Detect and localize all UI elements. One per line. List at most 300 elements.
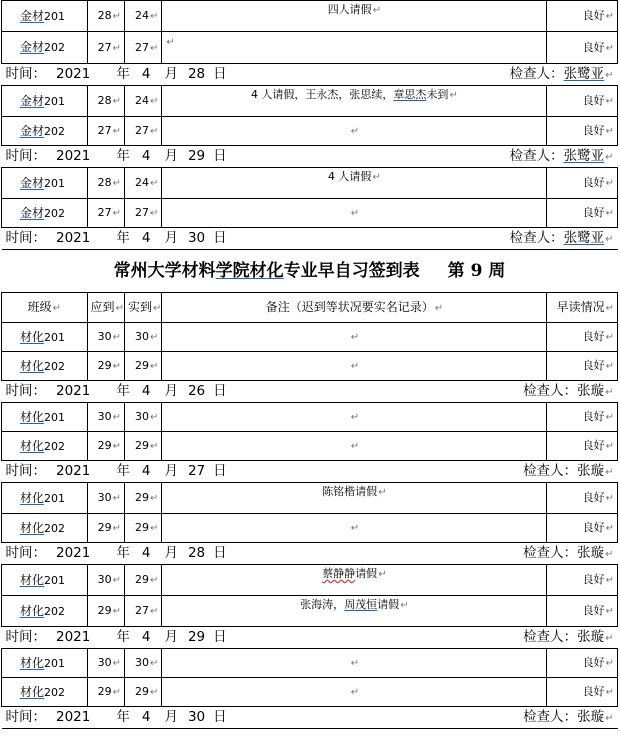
return-mark: ↵	[112, 126, 121, 137]
sheet-title-underlined: 学院材化	[215, 260, 284, 281]
return-mark: ↵	[605, 96, 614, 107]
expected-count	[87, 514, 124, 543]
class-number: 201	[44, 9, 66, 23]
return-mark: ↵	[150, 493, 159, 504]
class-name: 金材	[20, 8, 45, 23]
actual-count	[124, 483, 161, 514]
class-cell	[2, 323, 88, 352]
return-mark: ↵	[605, 178, 614, 189]
status-cell	[547, 323, 618, 352]
class-number: 202	[44, 439, 66, 453]
note-cell	[162, 32, 547, 64]
sheet-week: 第 9 周	[447, 260, 506, 281]
expected-count	[87, 32, 124, 64]
date-line	[5, 708, 227, 725]
class-number: 202	[44, 359, 66, 373]
expected-count	[87, 117, 124, 146]
return-mark: ↵	[605, 361, 614, 372]
date-day-unit: 日	[213, 628, 227, 645]
inspector-name: 张鹭亚	[563, 229, 605, 246]
header-note	[162, 293, 547, 323]
note-name-flagged: 蔡静静	[322, 567, 356, 580]
note-cell	[162, 117, 547, 146]
note-text-tail: 请假	[355, 567, 378, 580]
date-month-unit: 月	[164, 628, 178, 645]
actual-count	[124, 168, 161, 199]
sheet-title	[2, 250, 618, 293]
status-value: 良好	[582, 656, 605, 669]
date-line	[5, 544, 227, 561]
date-month-unit: 月	[164, 382, 178, 399]
return-mark: ↵	[605, 233, 614, 245]
return-mark: ↵	[112, 208, 121, 219]
actual-value: 29	[135, 685, 149, 698]
actual-value: 29	[135, 491, 149, 504]
header-status-text: 早读情况	[556, 299, 605, 314]
return-mark: ↵	[400, 600, 409, 611]
return-mark: ↵	[150, 687, 159, 698]
return-mark: ↵	[112, 178, 121, 189]
status-value: 良好	[582, 439, 605, 452]
note-cell	[162, 514, 547, 543]
actual-count	[124, 649, 161, 678]
return-mark: ↵	[112, 42, 121, 54]
return-mark: ↵	[350, 523, 360, 534]
expected-count	[87, 86, 124, 117]
expected-value: 28	[97, 176, 112, 189]
return-mark: ↵	[150, 523, 159, 534]
class-name: 材化	[20, 603, 45, 618]
date-row	[2, 64, 618, 86]
return-mark: ↵	[350, 208, 360, 219]
status-value: 良好	[582, 573, 605, 586]
table-row	[2, 323, 618, 352]
return-mark: ↵	[152, 302, 162, 314]
sheet-title-text: 常州大学材料	[113, 260, 216, 281]
status-cell	[547, 403, 618, 432]
date-year-unit: 年	[116, 462, 130, 479]
return-mark: ↵	[150, 126, 159, 137]
note-cell	[162, 352, 547, 381]
date-inspector-line	[2, 707, 618, 729]
return-mark: ↵	[605, 575, 614, 586]
inspector-line	[523, 544, 614, 561]
class-number: 201	[44, 656, 66, 670]
date-month-unit: 月	[164, 147, 178, 164]
table-row	[2, 1, 618, 32]
table-row	[2, 483, 618, 514]
return-mark: ↵	[605, 302, 614, 314]
return-mark: ↵	[605, 606, 614, 617]
return-mark: ↵	[605, 386, 614, 398]
return-mark: ↵	[605, 208, 614, 219]
inspector-name: 张璇	[577, 462, 605, 479]
status-cell	[547, 1, 618, 32]
return-mark: ↵	[605, 69, 614, 81]
return-mark: ↵	[166, 37, 175, 48]
return-mark: ↵	[150, 11, 159, 22]
return-mark: ↵	[150, 361, 159, 372]
class-name: 材化	[20, 490, 45, 505]
actual-value: 24	[135, 9, 149, 22]
actual-count	[124, 117, 161, 146]
return-mark: ↵	[605, 466, 614, 478]
inspector-line	[509, 65, 614, 82]
header-actual	[124, 293, 161, 323]
inspector-label: 检查人：	[509, 147, 564, 164]
inspector-label: 检查人：	[523, 708, 578, 725]
date-year-unit: 年	[116, 382, 130, 399]
inspector-line	[523, 462, 614, 479]
actual-value: 30	[135, 410, 149, 423]
class-cell	[2, 117, 88, 146]
note-cell	[162, 168, 547, 199]
date-month: 4	[141, 544, 151, 561]
class-cell	[2, 565, 88, 596]
return-mark: ↵	[605, 493, 614, 504]
expected-value: 27	[97, 206, 112, 219]
status-cell	[547, 678, 618, 707]
return-mark: ↵	[150, 332, 159, 343]
class-cell	[2, 168, 88, 199]
class-name: 金材	[20, 123, 45, 138]
date-month: 4	[141, 147, 151, 164]
class-number: 201	[44, 573, 66, 587]
status-value: 良好	[582, 604, 605, 617]
return-mark: ↵	[115, 302, 124, 314]
inspector-label: 检查人：	[509, 65, 564, 82]
expected-value: 29	[97, 685, 112, 698]
class-number: 202	[44, 604, 66, 618]
actual-count	[124, 432, 161, 461]
date-day-unit: 日	[213, 229, 227, 246]
status-cell	[547, 199, 618, 228]
date-line	[5, 382, 227, 399]
return-mark: ↵	[605, 712, 614, 724]
expected-count	[87, 565, 124, 596]
status-cell	[547, 32, 618, 64]
date-day: 28	[187, 65, 206, 82]
inspector-line	[523, 382, 614, 399]
actual-count	[124, 1, 161, 32]
class-cell	[2, 199, 88, 228]
return-mark: ↵	[150, 606, 159, 617]
date-inspector-line	[2, 543, 618, 565]
expected-value: 27	[97, 40, 112, 54]
return-mark: ↵	[112, 332, 121, 343]
date-month-unit: 月	[164, 708, 178, 725]
date-day: 27	[187, 462, 206, 479]
actual-value: 30	[135, 330, 149, 343]
inspector-name: 张璇	[577, 382, 605, 399]
date-year: 2021	[56, 708, 91, 725]
date-year-unit: 年	[116, 65, 130, 82]
return-mark: ↵	[434, 302, 444, 314]
sheet-title-tail: 专业早自习签到表	[283, 260, 420, 281]
status-value: 良好	[582, 9, 605, 22]
note-text-tail: 未到	[426, 88, 449, 101]
table-row	[2, 352, 618, 381]
return-mark: ↵	[150, 42, 159, 54]
status-cell	[547, 432, 618, 461]
class-cell	[2, 483, 88, 514]
class-name: 材化	[20, 409, 45, 424]
header-class-text: 班级	[27, 299, 52, 314]
date-day: 29	[187, 147, 206, 164]
date-month-unit: 月	[164, 462, 178, 479]
inspector-label: 检查人：	[523, 544, 578, 561]
date-row	[2, 627, 618, 649]
date-month: 4	[141, 65, 151, 82]
date-label: 时间：	[5, 544, 46, 561]
date-day: 28	[187, 544, 206, 561]
inspector-label: 检查人：	[523, 382, 578, 399]
expected-value: 30	[97, 330, 112, 343]
return-mark: ↵	[112, 658, 121, 669]
actual-count	[124, 86, 161, 117]
class-name: 金材	[20, 93, 45, 108]
status-value: 良好	[582, 206, 605, 219]
class-cell	[2, 649, 88, 678]
date-row	[2, 146, 618, 168]
expected-value: 27	[97, 124, 112, 137]
status-value: 良好	[582, 685, 605, 698]
status-cell	[547, 514, 618, 543]
table-row	[2, 678, 618, 707]
note-name-underlined: 章思杰	[393, 88, 427, 101]
date-year: 2021	[56, 147, 91, 164]
date-year: 2021	[56, 65, 91, 82]
class-number: 201	[44, 491, 66, 505]
table-row	[2, 596, 618, 627]
header-actual-text: 实到	[127, 299, 152, 314]
date-year: 2021	[56, 229, 91, 246]
status-cell	[547, 565, 618, 596]
status-cell	[547, 86, 618, 117]
date-month: 4	[141, 462, 151, 479]
date-label: 时间：	[5, 628, 46, 645]
expected-value: 30	[97, 573, 112, 586]
date-row	[2, 707, 618, 729]
date-row	[2, 228, 618, 250]
return-mark: ↵	[150, 575, 159, 586]
status-value: 良好	[582, 491, 605, 504]
expected-count	[87, 323, 124, 352]
status-cell	[547, 596, 618, 627]
actual-count	[124, 352, 161, 381]
date-row	[2, 461, 618, 483]
date-year-unit: 年	[116, 708, 130, 725]
inspector-label: 检查人：	[509, 229, 564, 246]
status-value: 良好	[582, 40, 605, 54]
date-month: 4	[141, 708, 151, 725]
note-cell	[162, 323, 547, 352]
return-mark: ↵	[112, 96, 121, 107]
actual-value: 27	[135, 124, 149, 137]
return-mark: ↵	[350, 658, 360, 669]
table-row	[2, 565, 618, 596]
return-mark: ↵	[150, 208, 159, 219]
status-value: 良好	[582, 359, 605, 372]
header-expected	[87, 293, 124, 323]
inspector-name: 张璇	[577, 628, 605, 645]
date-line	[5, 65, 227, 82]
class-cell	[2, 678, 88, 707]
class-number: 201	[44, 410, 66, 424]
class-name: 材化	[20, 438, 45, 453]
date-month-unit: 月	[164, 544, 178, 561]
class-number: 202	[44, 685, 66, 699]
date-label: 时间：	[5, 708, 46, 725]
sheet-title-row	[2, 250, 618, 293]
return-mark: ↵	[112, 493, 121, 504]
return-mark: ↵	[112, 412, 121, 423]
class-number: 202	[44, 206, 66, 220]
class-cell	[2, 514, 88, 543]
actual-value: 27	[135, 604, 149, 617]
class-name: 材化	[20, 684, 45, 699]
header-note-text: 备注（迟到等状况要实名记录）	[265, 299, 434, 314]
date-day: 26	[187, 382, 206, 399]
note-text: 张海涛，	[300, 598, 345, 611]
table-row	[2, 199, 618, 228]
return-mark: ↵	[52, 302, 61, 314]
inspector-line	[509, 229, 614, 246]
return-mark: ↵	[150, 412, 159, 423]
return-mark: ↵	[112, 687, 121, 698]
date-day-unit: 日	[213, 544, 227, 561]
note-text: 4 人请假	[327, 170, 372, 183]
table-row	[2, 649, 618, 678]
return-mark: ↵	[150, 658, 159, 669]
note-cell	[162, 86, 547, 117]
expected-value: 28	[97, 9, 112, 22]
date-day: 29	[187, 628, 206, 645]
return-mark: ↵	[605, 523, 614, 534]
inspector-name: 张鹭亚	[563, 147, 605, 164]
return-mark: ↵	[605, 632, 614, 644]
return-mark: ↵	[350, 687, 360, 698]
date-day-unit: 日	[213, 462, 227, 479]
note-cell	[162, 565, 547, 596]
date-day-unit: 日	[213, 65, 227, 82]
date-label: 时间：	[5, 65, 46, 82]
return-mark: ↵	[350, 361, 360, 372]
actual-value: 24	[135, 94, 149, 107]
expected-value: 30	[97, 491, 112, 504]
header-class	[2, 293, 88, 323]
return-mark: ↵	[605, 11, 614, 22]
header-expected-text: 应到	[90, 299, 115, 314]
note-cell	[162, 596, 547, 627]
expected-count	[87, 678, 124, 707]
table-row	[2, 117, 618, 146]
table-row	[2, 403, 618, 432]
table-row	[2, 514, 618, 543]
status-cell	[547, 168, 618, 199]
return-mark: ↵	[350, 412, 360, 423]
class-name: 材化	[20, 329, 45, 344]
return-mark: ↵	[372, 172, 381, 183]
return-mark: ↵	[378, 487, 387, 498]
note-text: 四人请假	[327, 3, 372, 16]
date-label: 时间：	[5, 229, 46, 246]
actual-value: 29	[135, 573, 149, 586]
inspector-name: 张璇	[577, 708, 605, 725]
status-cell	[547, 117, 618, 146]
expected-value: 28	[97, 94, 112, 107]
date-line	[5, 628, 227, 645]
class-name: 材化	[20, 572, 45, 587]
expected-value: 29	[97, 521, 112, 534]
inspector-name: 张鹭亚	[563, 65, 605, 82]
return-mark: ↵	[605, 126, 614, 137]
expected-count	[87, 596, 124, 627]
class-cell	[2, 352, 88, 381]
expected-count	[87, 352, 124, 381]
actual-count	[124, 323, 161, 352]
status-value: 良好	[582, 124, 605, 137]
class-cell	[2, 86, 88, 117]
inspector-label: 检查人：	[523, 462, 578, 479]
status-value: 良好	[582, 330, 605, 343]
date-month-unit: 月	[164, 229, 178, 246]
inspector-line	[523, 628, 614, 645]
note-text-tail: 请假	[377, 598, 400, 611]
note-cell	[162, 678, 547, 707]
title-section	[2, 250, 618, 323]
actual-value: 27	[135, 206, 149, 219]
return-mark: ↵	[112, 575, 121, 586]
return-mark: ↵	[112, 361, 121, 372]
header-status	[547, 293, 618, 323]
inspector-line	[523, 708, 614, 725]
actual-value: 29	[135, 359, 149, 372]
return-mark: ↵	[605, 441, 614, 452]
expected-count	[87, 432, 124, 461]
date-inspector-line	[2, 64, 618, 86]
note-cell	[162, 199, 547, 228]
note-cell	[162, 432, 547, 461]
date-month: 4	[141, 229, 151, 246]
class-name: 材化	[20, 520, 45, 535]
status-cell	[547, 483, 618, 514]
date-inspector-line	[2, 627, 618, 649]
return-mark: ↵	[605, 412, 614, 423]
expected-count	[87, 403, 124, 432]
actual-count	[124, 403, 161, 432]
actual-value: 24	[135, 176, 149, 189]
class-number: 201	[44, 176, 66, 190]
date-day: 30	[187, 229, 206, 246]
date-label: 时间：	[5, 462, 46, 479]
table-row	[2, 86, 618, 117]
date-year-unit: 年	[116, 147, 130, 164]
actual-value: 29	[135, 439, 149, 452]
note-cell	[162, 1, 547, 32]
table-row	[2, 432, 618, 461]
return-mark: ↵	[605, 151, 614, 163]
note-text: 4 人请假，王永杰，张思续，	[250, 88, 394, 101]
actual-count	[124, 678, 161, 707]
date-year: 2021	[56, 628, 91, 645]
actual-value: 30	[135, 656, 149, 669]
date-row	[2, 543, 618, 565]
inspector-label: 检查人：	[523, 628, 578, 645]
return-mark: ↵	[350, 126, 360, 137]
expected-value: 29	[97, 604, 112, 617]
class-number: 201	[44, 94, 66, 108]
